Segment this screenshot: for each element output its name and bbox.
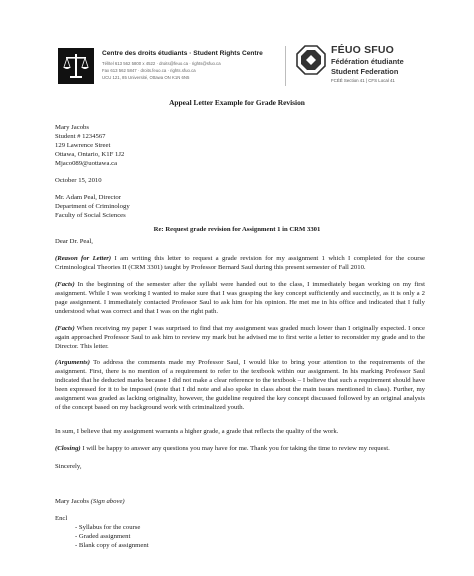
- letter-date: October 15, 2010: [55, 177, 102, 184]
- local-numbers: FCÉÉ Section 41 | CFS Local 41: [331, 78, 395, 83]
- paragraph-reason: [55, 254, 425, 272]
- paragraph-closing: [55, 444, 425, 453]
- sender-name: Mary Jacobs: [55, 124, 89, 131]
- sender-city: Ottawa, Ontario, K1F 1J2: [55, 151, 125, 158]
- paragraph-label: (Closing): [55, 445, 81, 452]
- contact-line: Tél/tel 613 562 5800 x 4522 · droits@feuo.ca · rights@sfuo.ca: [102, 61, 221, 66]
- salutation: Dear Dr. Peal,: [55, 238, 93, 245]
- enclosure-item: - Blank copy of assignment: [75, 541, 149, 550]
- signer-note: (Sign above): [90, 498, 125, 505]
- org-name: Centre des droits étudiants · Student Rights Centre: [102, 50, 263, 57]
- paragraph-facts-2: [55, 324, 425, 351]
- enclosure-label: Encl: [55, 515, 68, 522]
- signoff: Sincerely,: [55, 463, 82, 470]
- paragraph-label: (Facts): [55, 281, 75, 288]
- letterhead-right: [296, 44, 436, 92]
- scales-of-justice-icon: [58, 48, 94, 84]
- paragraph-summary: [55, 427, 425, 436]
- contact-line: UCU 121, 85 Université, Ottawa ON K1N 6N5: [102, 75, 190, 80]
- recipient-faculty: Faculty of Social Sciences: [55, 212, 126, 219]
- recipient-department: Department of Criminology: [55, 203, 130, 210]
- brand-name: FÉUO SFUO: [331, 44, 395, 56]
- sender-student-number: Student # 1234567: [55, 133, 106, 140]
- paragraph-text: I will be happy to answer any questions you may have for me. Thank you for taking the time to review my request.: [82, 445, 390, 452]
- enclosure-item: - Graded assignment: [75, 532, 149, 541]
- paragraph-label: (Reason for Letter): [55, 255, 112, 262]
- paragraph-label: (Facts): [55, 325, 75, 332]
- letter-title: Appeal Letter Example for Grade Revision: [169, 98, 305, 107]
- enclosure-item: - Syllabus for the course: [75, 523, 149, 532]
- subject-line: Re: Request grade revision for Assignment 1 in CRM 3301: [153, 226, 321, 233]
- paragraph-text: I am writing this letter to request a grade revision for my assignment 1 which I completed for the course Criminological Theories II (CRM 3301) taught by Professor Bernard Saul during this present semester of Fall 2010.: [55, 255, 426, 271]
- contact-line: Fax 613 562 5847 · droits.feuo.ca · rights.sfuo.ca: [102, 68, 196, 73]
- enclosure-list: [75, 523, 149, 550]
- paragraph-arguments: [55, 358, 425, 412]
- sender-email: Mjaco089@uottawa.ca: [55, 160, 118, 167]
- letterhead-divider: [285, 46, 286, 86]
- signature-line: [55, 497, 125, 506]
- federation-name-fr: Fédération étudiante: [331, 57, 404, 66]
- signer-name: Mary Jacobs: [55, 498, 89, 505]
- paragraph-text: In the beginning of the semester after the syllabi were handed out to the class, I immediately began working on my first assignment. While I was working I wanted to make sure that I was grasping the key concept sufficiently and succinctly, as it is only a 2 page assignment. I immediately contacted Professor Saul to ask him for his opinion. He met me in his office and indicated that I fully understood what was correct and that I was on the right path.: [55, 281, 425, 315]
- paragraph-facts-1: [55, 280, 425, 316]
- recipient-name: Mr. Adam Peal, Director: [55, 194, 121, 201]
- letterhead-left: [58, 48, 278, 98]
- paragraph-text: When receiving my paper I was surprised to find that my assignment was graded much lower than I originally expected. I once again approached Professor Saul to ask him to review my mark but he advised me to first write a letter to reconsider my grade and to the Director. This letter.: [55, 325, 425, 350]
- sender-street: 129 Lawrence Street: [55, 142, 111, 149]
- paragraph-text: To address the comments made my Professor Saul, I would like to bring your attention to the requirements of the assignment. First, there is no mention of a requirement to refer to the textbook within our assignment. In his marking Professor Saul indicated that he deducted marks because I did not make a clear reference to the textbook – I believe that such a requirement should have been expressed for it to be imposed (note that I did note and also spoke in class about the main issues mentioned in class). Further, my assignment was graded as lacking originality, however, the guideline required the key concept discussed followed by an original analysis of the concept based on my background work with criminalized youth.: [55, 359, 425, 411]
- federation-name-en: Student Federation: [331, 67, 399, 76]
- paragraph-text: In sum, I believe that my assignment warrants a higher grade, a grade that reflects the quality of the work.: [55, 428, 339, 435]
- paragraph-label: (Arguments): [55, 359, 90, 366]
- student-federation-logo-icon: [296, 45, 326, 75]
